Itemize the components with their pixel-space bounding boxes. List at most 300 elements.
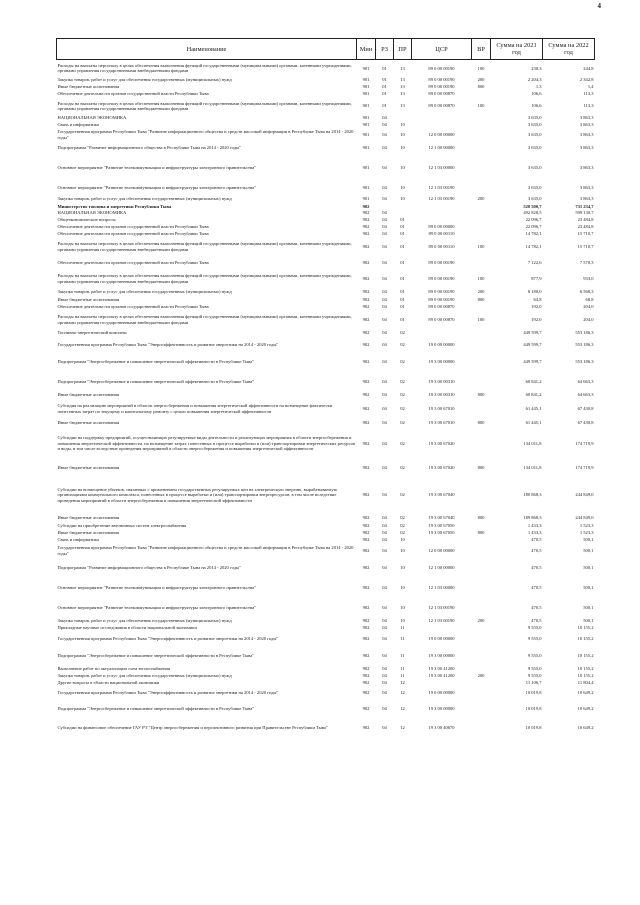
- row-csr: [412, 210, 472, 217]
- row-rz: 04: [382, 316, 387, 322]
- row-name: Обеспечение деятельности органов государственной власти Республики Тыва: [57, 259, 209, 265]
- row-pr: [394, 115, 412, 122]
- row-name: Государственная программа Республики Тыва "Энергоэффективность и развитие энергетики на 2014 - 2020 годы": [57, 689, 279, 695]
- row-sum-2022: 11 804,4: [577, 680, 594, 686]
- table-header-row: [57, 39, 595, 60]
- row-csr: 19 3 00 00000: [428, 652, 455, 658]
- row-sum-2022: 500,1: [583, 618, 594, 624]
- row-sum-2022: 2 342,8: [579, 77, 594, 83]
- row-sum-2022: 23 484,8: [577, 217, 594, 223]
- row-min: 901: [362, 196, 370, 202]
- row-vr: [472, 523, 491, 530]
- header-csr: ЦСР: [412, 39, 472, 60]
- row-min: 901: [362, 84, 370, 90]
- row-sum-2022: 204,0: [583, 304, 594, 310]
- row-rz: 04: [382, 392, 387, 398]
- row-pr: 02: [400, 405, 405, 411]
- row-min: 902: [362, 210, 370, 216]
- row-vr: [472, 598, 491, 618]
- row-rz: 04: [382, 144, 387, 150]
- row-pr: [394, 210, 412, 217]
- table-row: [57, 666, 595, 673]
- row-vr: [472, 428, 491, 460]
- table-row: [57, 195, 595, 204]
- row-csr: 19 3 00 67020: [428, 440, 455, 446]
- row-min: 902: [362, 420, 370, 426]
- row-pr: 01: [400, 289, 405, 295]
- table-row: [57, 304, 595, 311]
- row-min: 902: [362, 635, 370, 641]
- row-sum-2021: 3 635,0: [527, 115, 542, 121]
- row-vr: [472, 625, 491, 632]
- row-sum-2022: 113,3: [583, 103, 594, 109]
- row-rz: 01: [382, 84, 387, 90]
- row-sum-2022: 1,4: [587, 84, 594, 90]
- row-sum-2021: 134 011,8: [523, 465, 542, 471]
- table-row: [57, 372, 595, 392]
- table-row: [57, 687, 595, 699]
- table-row: [57, 537, 595, 544]
- row-sum-2022: 10 155,2: [577, 666, 594, 672]
- row-csr: 19 3 00 00310: [428, 378, 455, 384]
- row-sum-2021: 470,5: [531, 604, 542, 610]
- row-sum-2021: 520 500,7: [523, 203, 542, 209]
- row-min: 902: [362, 378, 370, 384]
- row-pr: 12: [400, 680, 405, 686]
- row-pr: 10: [400, 144, 405, 150]
- row-csr: 89 0 00 00110: [428, 243, 455, 249]
- row-min: 901: [362, 122, 370, 128]
- row-csr: 89 0 00 00190: [428, 65, 455, 71]
- row-sum-2021: 22 096,7: [525, 217, 542, 223]
- row-name: Закупка товаров, работ и услуг для обеспечения государственных (муниципальных) нужд: [57, 618, 232, 624]
- row-vr: 100: [477, 103, 485, 109]
- row-sum-2021: 3 635,0: [527, 196, 542, 202]
- row-pr: 10: [400, 122, 405, 128]
- row-sum-2021: 10 019,8: [525, 724, 542, 730]
- row-rz: 04: [382, 231, 387, 237]
- row-vr: [472, 155, 491, 181]
- table-row: [57, 155, 595, 181]
- row-sum-2022: 3 863,3: [579, 131, 594, 137]
- row-csr: 19 3 00 00310: [428, 392, 455, 398]
- row-sum-2022: 500,1: [583, 584, 594, 590]
- row-sum-2022: 67 430,8: [577, 405, 594, 411]
- row-sum-2022: 3 863,3: [579, 184, 594, 190]
- row-sum-2022: 244,8: [583, 65, 594, 71]
- row-vr: [472, 129, 491, 141]
- row-name: Подпрограмма "Энергосбережение и повышение энергетической эффективности в Республике Тыва": [57, 652, 255, 658]
- row-sum-2021: 7 122,6: [527, 259, 542, 265]
- row-rz: 04: [382, 564, 387, 570]
- row-sum-2021: 60 841,2: [525, 392, 542, 398]
- row-name: Субсидии на возмещение убытков, связанных с применением государственных регулируемых цен на электрическую энергию, вырабатываемую организациями коммунального комплекса, понесенных в процессе выработки и (или) транспортировки энергоресурсов, в том числе вследствие проведения мероприятий в области энергосбережения и повышения энергетической эффективности: [57, 486, 337, 503]
- row-csr: 89 0 00 00870: [428, 304, 455, 310]
- row-vr: 100: [477, 275, 485, 281]
- row-pr: 12: [400, 724, 405, 730]
- row-pr: 01: [400, 224, 405, 230]
- row-name: Общеэкономические вопросы: [57, 217, 116, 223]
- row-pr: 13: [400, 65, 405, 71]
- row-vr: [472, 91, 491, 98]
- row-name: НАЦИОНАЛЬНАЯ ЭКОНОМИКА: [57, 115, 127, 121]
- row-pr: 10: [400, 547, 405, 553]
- row-csr: 12 1 03 00000: [428, 584, 455, 590]
- row-csr: 19 3 00 67010: [428, 420, 455, 426]
- row-sum-2022: 500,1: [583, 604, 594, 610]
- row-name: Закупка товаров, работ и услуг для обеспечения государственных (муниципальных) нужд: [57, 77, 232, 83]
- row-rz: 04: [382, 465, 387, 471]
- row-csr: [412, 115, 472, 122]
- row-name: Субсидии на приобретение автономных систем электроснабжения: [57, 523, 187, 529]
- row-min: 902: [362, 523, 370, 529]
- row-vr: 800: [477, 515, 485, 521]
- row-min: 902: [362, 604, 370, 610]
- table-row: [57, 217, 595, 224]
- row-min: 902: [362, 304, 370, 310]
- row-vr: 100: [477, 316, 485, 322]
- row-vr: [472, 256, 491, 270]
- row-vr: [472, 141, 491, 155]
- row-rz: 04: [382, 164, 387, 170]
- row-sum-2021: 470,5: [531, 537, 542, 543]
- table-row: [57, 141, 595, 155]
- row-sum-2021: 470,5: [531, 618, 542, 624]
- row-pr: 10: [400, 618, 405, 624]
- row-csr: 89 0 00 00870: [428, 91, 455, 97]
- row-csr: 19 3 00 41200: [428, 673, 455, 679]
- row-rz: 04: [382, 289, 387, 295]
- row-min: 902: [362, 673, 370, 679]
- row-name: Закупка товаров, работ и услуг для обеспечения государственных (муниципальных) нужд: [57, 673, 232, 679]
- table-row: [57, 544, 595, 558]
- row-rz: 04: [382, 420, 387, 426]
- row-name: Основное мероприятие "Развитие телекоммуникации и инфраструктуры электронного правительства": [57, 584, 256, 590]
- row-rz: 04: [382, 530, 387, 536]
- row-csr: 89 0 00 00870: [428, 316, 455, 322]
- row-pr: 02: [400, 465, 405, 471]
- budget-table: [56, 38, 595, 737]
- row-pr: 10: [400, 164, 405, 170]
- row-pr: 12: [400, 705, 405, 711]
- table-row: [57, 181, 595, 195]
- row-sum-2022: 64 663,3: [577, 392, 594, 398]
- row-name: Подпрограмма "Энергосбережение и повышение энергетической эффективности в Республике Тыва": [57, 705, 255, 711]
- row-rz: 04: [382, 275, 387, 281]
- row-name: Министерство топлива и энергетики Республики Тыва: [57, 203, 172, 209]
- row-pr: 11: [400, 673, 405, 679]
- row-vr: [472, 687, 491, 699]
- row-pr: 02: [400, 440, 405, 446]
- table-row: [57, 477, 595, 514]
- row-pr: 02: [400, 515, 405, 521]
- row-min: 902: [362, 492, 370, 498]
- row-min: 901: [362, 131, 370, 137]
- row-sum-2021: 192,0: [531, 316, 542, 322]
- row-csr: 12 0 00 00000: [428, 547, 455, 553]
- row-pr: 10: [400, 604, 405, 610]
- row-min: 901: [362, 115, 370, 121]
- row-csr: 12 1 03 00190: [428, 184, 455, 190]
- row-name: Расходы на выплаты персоналу в целях обеспечения выполнения функций государственными (муниципальными) органами, казенными учреждениями, органами управления государственными внебюджетными фондами: [57, 62, 352, 74]
- row-min: 902: [362, 705, 370, 711]
- table-row: [57, 91, 595, 98]
- row-vr: 800: [477, 530, 485, 536]
- table-row: [57, 558, 595, 578]
- row-sum-2021: 449 599,7: [523, 330, 542, 336]
- row-sum-2022: 10 155,2: [577, 625, 594, 631]
- row-vr: [472, 304, 491, 311]
- row-vr: [472, 210, 491, 217]
- row-pr: 13: [400, 103, 405, 109]
- table-row: [57, 115, 595, 122]
- row-pr: 02: [400, 492, 405, 498]
- row-sum-2022: 64 663,3: [577, 378, 594, 384]
- row-csr: [412, 625, 472, 632]
- row-vr: [472, 231, 491, 238]
- row-sum-2021: 470,5: [531, 564, 542, 570]
- row-pr: 11: [400, 666, 405, 672]
- row-vr: 100: [477, 65, 485, 71]
- row-pr: 10: [400, 537, 405, 543]
- row-rz: 04: [382, 259, 387, 265]
- row-sum-2021: 470,5: [531, 547, 542, 553]
- row-sum-2022: 68,8: [585, 297, 594, 303]
- row-min: 902: [362, 316, 370, 322]
- header-sum-2021: Сумма на 2021 год: [491, 39, 543, 60]
- row-rz: 04: [382, 224, 387, 230]
- table-row: [57, 238, 595, 256]
- row-min: 902: [362, 330, 370, 336]
- row-min: 902: [362, 530, 370, 536]
- row-pr: 12: [400, 689, 405, 695]
- row-min: 902: [362, 289, 370, 295]
- table-body: [57, 60, 595, 737]
- row-sum-2022: 7 570,3: [579, 259, 594, 265]
- header-rz: РЗ: [376, 39, 394, 60]
- table-row: [57, 288, 595, 297]
- row-min: 902: [362, 564, 370, 570]
- row-vr: 200: [477, 289, 485, 295]
- row-sum-2021: 9 555,0: [527, 625, 542, 631]
- row-pr: 02: [400, 358, 405, 364]
- row-pr: 10: [400, 131, 405, 137]
- row-pr: 11: [400, 652, 405, 658]
- row-csr: 19 3 00 41200: [428, 666, 455, 672]
- row-name: Иные бюджетные ассигнования: [57, 84, 120, 90]
- row-csr: [412, 122, 472, 129]
- table-row: [57, 256, 595, 270]
- row-min: 902: [362, 231, 370, 237]
- row-csr: [412, 329, 472, 338]
- row-min: 902: [362, 440, 370, 446]
- row-csr: 19 3 00 00000: [428, 705, 455, 711]
- row-vr: [472, 477, 491, 514]
- table-row: [57, 297, 595, 304]
- row-vr: [472, 338, 491, 352]
- row-sum-2021: 3 635,0: [527, 131, 542, 137]
- table-row: [57, 428, 595, 460]
- row-rz: 04: [382, 618, 387, 624]
- row-rz: 04: [382, 652, 387, 658]
- row-csr: [412, 680, 472, 687]
- row-sum-2022: 3 863,3: [579, 115, 594, 121]
- row-rz: 01: [382, 91, 387, 97]
- row-sum-2022: 3 863,3: [579, 196, 594, 202]
- row-rz: 04: [382, 405, 387, 411]
- row-min: 902: [362, 515, 370, 521]
- row-csr: 89 0 00 00190: [428, 289, 455, 295]
- row-vr: [472, 699, 491, 719]
- row-sum-2021: 2 204,3: [527, 77, 542, 83]
- row-sum-2022: 15 710,7: [577, 243, 594, 249]
- row-sum-2021: 10 019,8: [525, 705, 542, 711]
- table-row: [57, 60, 595, 77]
- row-sum-2021: 1,3: [535, 84, 542, 90]
- table-row: [57, 460, 595, 477]
- row-csr: 19 0 00 00000: [428, 341, 455, 347]
- row-vr: [472, 372, 491, 392]
- row-pr: 13: [400, 77, 405, 83]
- row-sum-2021: 61 445,1: [525, 420, 542, 426]
- row-name: Государственная программа Республики Тыва "Развитие информационного общества и средств массовой информации в Республике Тыва на 2014 - 2020 годы": [57, 545, 354, 556]
- row-sum-2022: 174 719,9: [575, 465, 594, 471]
- row-min: 902: [362, 666, 370, 672]
- row-pr: 10: [400, 184, 405, 190]
- row-pr: 02: [400, 341, 405, 347]
- row-vr: [472, 399, 491, 419]
- row-min: 902: [362, 217, 370, 223]
- row-rz: 04: [382, 196, 387, 202]
- table-row: [57, 419, 595, 428]
- row-pr: 11: [400, 635, 405, 641]
- table-row: [57, 578, 595, 598]
- row-sum-2022: 553 186,3: [575, 358, 594, 364]
- table-row: [57, 84, 595, 91]
- row-min: 901: [362, 144, 370, 150]
- row-min: 902: [362, 724, 370, 730]
- row-sum-2022: 933,0: [583, 275, 594, 281]
- row-vr: 200: [477, 673, 485, 679]
- row-min: 902: [362, 259, 370, 265]
- table-row: [57, 530, 595, 537]
- row-rz: 04: [382, 217, 387, 223]
- row-csr: 12 1 03 00190: [428, 196, 455, 202]
- row-sum-2022: 553 186,3: [575, 330, 594, 336]
- row-csr: 19 0 00 00000: [428, 689, 455, 695]
- table-row: [57, 77, 595, 84]
- row-csr: 19 3 00 00000: [428, 358, 455, 364]
- row-rz: 04: [382, 680, 387, 686]
- row-vr: 200: [477, 618, 485, 624]
- row-rz: 04: [382, 604, 387, 610]
- row-min: 902: [362, 203, 370, 209]
- row-sum-2022: 174 719,9: [575, 440, 594, 446]
- row-sum-2021: 877,9: [531, 275, 542, 281]
- row-vr: [472, 115, 491, 122]
- row-sum-2021: 60 841,2: [525, 378, 542, 384]
- table-row: [57, 352, 595, 372]
- table-row: [57, 231, 595, 238]
- row-name: Подпрограмма "Развитие информационного общества в Республике Тыва на 2014 - 2020 годы": [57, 144, 242, 150]
- row-sum-2022: 10 155,2: [577, 635, 594, 641]
- row-rz: 04: [382, 210, 387, 216]
- row-name: Иные бюджетные ассигнования: [57, 465, 120, 471]
- row-min: 902: [362, 625, 370, 631]
- row-csr: 12 1 00 00000: [428, 564, 455, 570]
- row-name: Субсидии на поддержку предприятий, осуществляющих регулируемые виды деятельности и реализующих мероприятия в области энергосбережения и повышения энергетической эффективности, на возмещение затрат, понесенных в процессе выработки и (или) транспортировки энергетических ресурсов и воды, в том числе вследствие проведения мероприятий в области энергосбережения и повышения энергетической эффективности: [57, 435, 356, 452]
- row-min: 902: [362, 275, 370, 281]
- row-csr: 19 3 00 67040: [428, 515, 455, 521]
- table-row: [57, 625, 595, 632]
- row-sum-2022: 10 649,2: [577, 705, 594, 711]
- row-rz: 04: [382, 515, 387, 521]
- table-row: [57, 673, 595, 680]
- row-csr: 19 3 00 67050: [428, 530, 455, 536]
- page-number: 4: [597, 2, 601, 10]
- row-vr: [472, 181, 491, 195]
- row-vr: [472, 680, 491, 687]
- row-min: 902: [362, 297, 370, 303]
- row-name: Закупка товаров, работ и услуг для обеспечения государственных (муниципальных) нужд: [57, 289, 232, 295]
- row-name: Подпрограмма "Развитие информационного общества в Республике Тыва на 2014 - 2020 годы": [57, 564, 242, 570]
- table-row: [57, 122, 595, 129]
- row-name: Иные бюджетные ассигнования: [57, 530, 120, 536]
- row-sum-2021: 3 635,0: [527, 164, 542, 170]
- row-name: Основное мероприятие "Развитие телекоммуникации и инфраструктуры электронного правительства": [57, 184, 256, 190]
- row-vr: [472, 217, 491, 224]
- table-row: [57, 210, 595, 217]
- row-pr: 01: [400, 243, 405, 249]
- row-vr: [472, 352, 491, 372]
- row-sum-2021: 9 555,0: [527, 635, 542, 641]
- row-vr: [472, 224, 491, 231]
- row-vr: 200: [477, 77, 485, 83]
- row-vr: [472, 558, 491, 578]
- row-name: Связь и информатика: [57, 122, 99, 128]
- row-sum-2021: 230,3: [531, 65, 542, 71]
- row-rz: 04: [382, 243, 387, 249]
- table-row: [57, 224, 595, 231]
- row-sum-2021: 61 445,1: [525, 405, 542, 411]
- row-sum-2021: 470,5: [531, 584, 542, 590]
- row-name: Подпрограмма "Энергосбережение и повышение энергетической эффективности в Республике Тыва": [57, 378, 255, 384]
- table-row: [57, 523, 595, 530]
- row-rz: 04: [382, 330, 387, 336]
- row-rz: 04: [382, 122, 387, 128]
- row-min: 902: [362, 618, 370, 624]
- header-sum-2022: Сумма на 2022 год: [543, 39, 595, 60]
- row-rz: 01: [382, 65, 387, 71]
- row-rz: 04: [382, 537, 387, 543]
- header-min: Мин: [357, 39, 376, 60]
- row-name: Связь и информатика: [57, 537, 99, 543]
- table-row: [57, 129, 595, 141]
- row-name: Государственная программа Республики Тыва "Энергоэффективность и развитие энергетики на 2014 - 2020 годы": [57, 341, 279, 347]
- row-name: Расходы на выплаты персоналу в целях обеспечения выполнения функций государственными (муниципальными) органами, казенными учреждениями, органами управления государственными внебюджетными фондами: [57, 100, 352, 111]
- row-vr: 800: [477, 465, 485, 471]
- row-name: Иные бюджетные ассигнования: [57, 420, 120, 426]
- row-sum-2022: 3 863,3: [579, 122, 594, 128]
- table-row: [57, 311, 595, 329]
- row-rz: 04: [382, 115, 387, 121]
- row-sum-2022: 1 523,3: [579, 530, 594, 536]
- row-min: 902: [362, 405, 370, 411]
- row-min: 901: [362, 65, 370, 71]
- row-rz: 04: [382, 184, 387, 190]
- header-name: Наименование: [57, 39, 357, 60]
- row-name: Иные бюджетные ассигнования: [57, 392, 120, 398]
